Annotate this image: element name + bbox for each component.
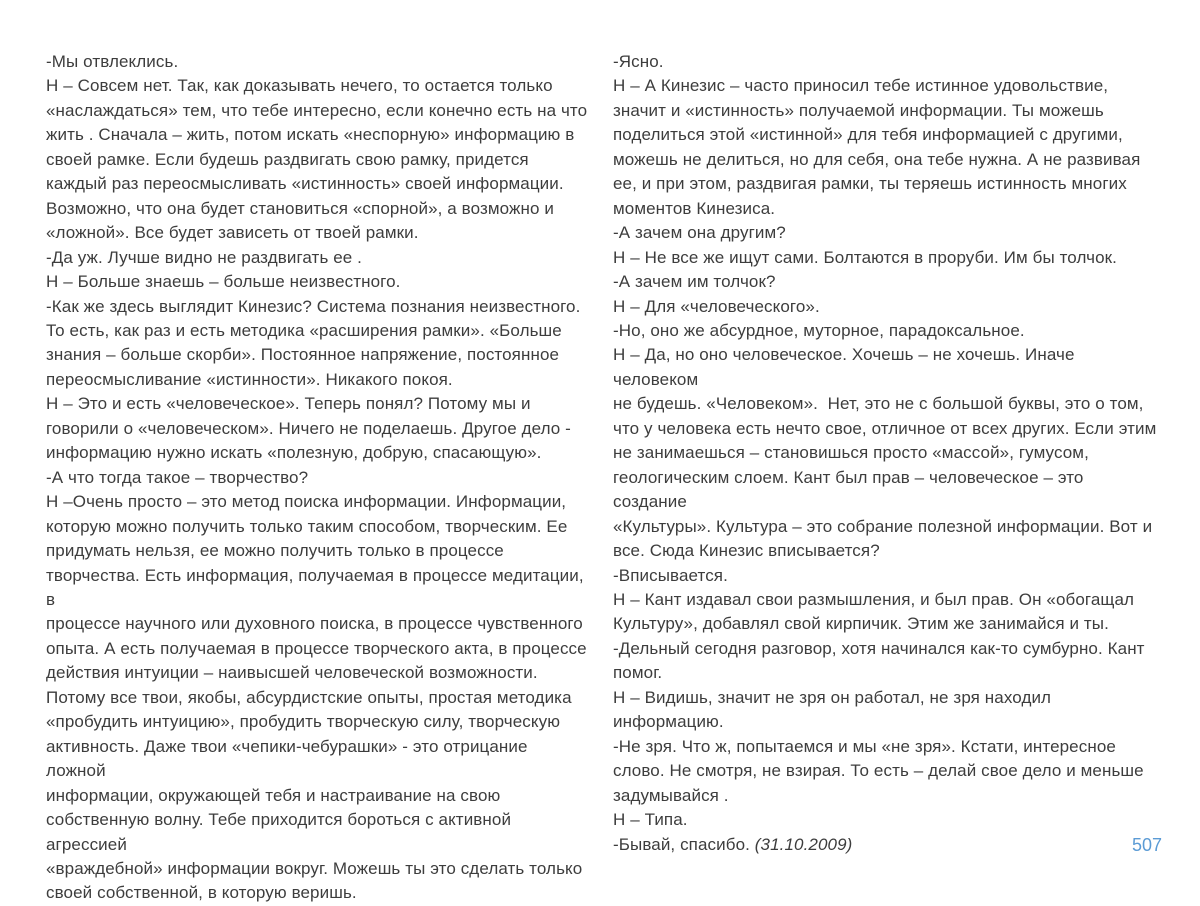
text-line: активность. Даже твои «чепики-чебурашки» - это отрицание ложной <box>46 736 533 781</box>
text-line: Н – Типа. <box>613 810 688 830</box>
text-line: информацию нужно искать «полезную, добрую, спасающую». <box>46 443 542 463</box>
text-line: Н –Очень просто – это метод поиска информации. Информации, <box>46 492 567 512</box>
text-line: -А что тогда такое – творчество? <box>46 467 309 487</box>
text-line: знания – больше скорби». Постоянное напряжение, постоянное <box>46 345 560 365</box>
text-line: информации, окружающей тебя и настраивание на свою <box>46 785 501 805</box>
text-line: «наслаждаться» тем, что тебе интересно, если конечно есть на что <box>46 100 588 120</box>
text-line: опыта. А есть получаемая в процессе творческого акта, в процессе <box>46 638 587 658</box>
text-line: -А зачем она другим? <box>613 223 786 243</box>
text-line: Возможно, что она будет становиться «спорной», а возможно и <box>46 198 554 218</box>
text-line: жить . Сначала – жить, потом искать «неспорную» информацию в <box>46 125 575 145</box>
text-line: задумывайся . <box>613 785 729 805</box>
text-line: не будешь. «Человеком». Нет, это не с большой буквы, это о том, <box>613 394 1144 414</box>
page-number: 507 <box>1131 835 1162 855</box>
text-line: ее, и при этом, раздвигая рамки, ты теряешь истинность многих <box>613 174 1127 194</box>
text-line: «пробудить интуицию», пробудить творческую силу, творческую <box>46 712 561 732</box>
text-line: Н – Больше знаешь – больше неизвестного. <box>46 272 401 292</box>
text-line: -Дельный сегодня разговор, хотя начинался как-то сумбурно. Кант <box>613 638 1145 658</box>
date-annotation: (31.10.2009) <box>754 834 853 854</box>
text-line <box>613 833 1158 857</box>
text-line: Н – Кант издавал свои размышления, и был прав. Он «обогащал <box>613 589 1135 609</box>
text-run: -Бывай, спасибо. <box>613 834 755 854</box>
text-line: Н – Для «человеческого». <box>613 296 820 316</box>
text-line: -А зачем им толчок? <box>613 272 776 292</box>
text-line: Н – Совсем нет. Так, как доказывать нечего, то остается только <box>46 76 553 96</box>
text-line: помог. <box>613 663 663 683</box>
text-line: Культуру», добавлял свой кирпичик. Этим же занимайся и ты. <box>613 614 1109 634</box>
text-line: Н – Видишь, значит не зря он работал, не зря находил информацию. <box>613 687 1056 732</box>
text-line: творчества. Есть информация, получаемая в процессе медитации, в <box>46 565 589 609</box>
text-line: придумать нельзя, ее можно получить только в процессе <box>46 541 504 561</box>
text-line: -Не зря. Что ж, попытаемся и мы «не зря». Кстати, интересное <box>613 736 1116 756</box>
text-line: собственную волну. Тебе приходится бороться с активной агрессией <box>46 810 516 854</box>
text-line: переосмысливание «истинности». Никакого покоя. <box>46 369 453 389</box>
text-line: «Культуры». Культура – это собрание полезной информации. Вот и <box>613 516 1153 536</box>
text-line: -Вписывается. <box>613 565 728 585</box>
text-line: Н – А Кинезис – часто приносил тебе истинное удовольствие, <box>613 76 1109 96</box>
text-line: поделиться этой «истинной» для тебя информацией с другими, <box>613 125 1123 145</box>
text-line: значит и «истинность» получаемой информации. Ты можешь <box>613 100 1104 120</box>
text-line: процессе научного или духовного поиска, в процессе чувственного <box>46 614 583 634</box>
text-line: слово. Не смотря, не взирая. То есть – делай свое дело и меньше <box>613 761 1144 781</box>
text-line: моментов Кинезиса. <box>613 198 776 218</box>
text-line: не занимаешься – становишься просто «массой», гумусом, <box>613 443 1089 463</box>
text-line: Потому все твои, якобы, абсурдистские опыты, простая методика <box>46 687 572 707</box>
text-line: Н – Это и есть «человеческое». Теперь понял? Потому мы и <box>46 394 531 414</box>
text-line: своей рамке. Если будешь раздвигать свою рамку, придется <box>46 149 529 169</box>
text-column-left <box>46 50 591 906</box>
text-line: -Да уж. Лучше видно не раздвигать ее . <box>46 247 362 267</box>
text-line: -Как же здесь выглядит Кинезис? Система познания неизвестного. <box>46 296 581 316</box>
text-line: Н – Да, но оно человеческое. Хочешь – не хочешь. Иначе человеком <box>613 345 1080 389</box>
text-line: -Но, оно же абсурдное, муторное, парадоксальное. <box>613 320 1025 340</box>
text-line: каждый раз переосмысливать «истинность» своей информации. <box>46 174 564 194</box>
text-line: -Мы отвлеклись. <box>46 52 179 71</box>
text-line: «враждебной» информации вокруг. Можешь ты это сделать только <box>46 858 583 878</box>
text-line: То есть, как раз и есть методика «расширения рамки». «Больше <box>46 320 562 340</box>
text-column-right <box>613 50 1158 857</box>
text-line: что у человека есть нечто свое, отличное от всех других. Если этим <box>613 418 1157 438</box>
text-line: действия интуиции – наивысшей человеческой возможности. <box>46 663 538 683</box>
text-line: можешь не делиться, но для себя, она тебе нужна. А не развивая <box>613 149 1141 169</box>
text-line: геологическим слоем. Кант был прав – человеческое – это создание <box>613 467 1089 512</box>
text-line: «ложной». Все будет зависеть от твоей рамки. <box>46 223 419 243</box>
text-line: которую можно получить только таким способом, творческим. Ее <box>46 516 568 536</box>
text-line: своей собственной, в которую веришь. <box>46 883 357 903</box>
text-line: все. Сюда Кинезис вписывается? <box>613 541 880 561</box>
text-line: говорили о «человеческом». Ничего не поделаешь. Другое дело - <box>46 418 571 438</box>
text-line: Н – Не все же ищут сами. Болтаются в проруби. Им бы толчок. <box>613 247 1117 267</box>
text-line: -Ясно. <box>613 52 664 71</box>
